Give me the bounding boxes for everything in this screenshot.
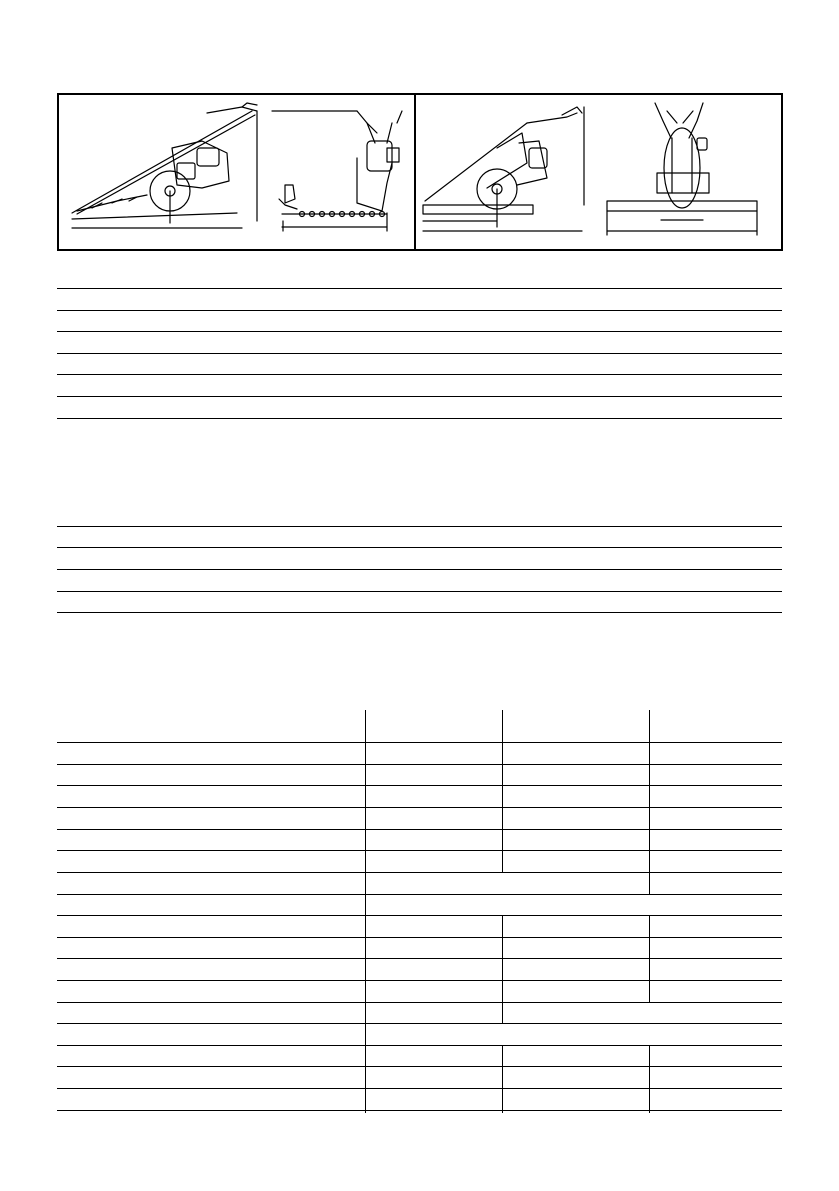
spec-table-column-divider — [649, 710, 650, 894]
sickle-mower-side-view-icon — [72, 103, 257, 228]
spec-table-rule — [57, 807, 782, 808]
table-a-rule — [57, 418, 782, 419]
spec-table-rule — [57, 980, 782, 981]
spec-table-rule — [57, 1023, 782, 1024]
table-a-rule — [57, 331, 782, 332]
spec-table-column-divider — [649, 915, 650, 1003]
spec-table-rule — [57, 958, 782, 959]
table-b-rule — [57, 569, 782, 570]
spec-table-rule — [57, 829, 782, 830]
spec-table-rule — [57, 764, 782, 765]
rotary-mower-front-view-icon — [607, 103, 757, 235]
mower-figure — [57, 93, 783, 251]
spec-table-rule — [57, 1066, 782, 1067]
table-a-rule — [57, 353, 782, 354]
spec-table-rule — [57, 1088, 782, 1089]
rotary-mower-side-view-icon — [423, 107, 584, 231]
spec-table-rule — [57, 742, 782, 743]
spec-table-rule — [57, 915, 782, 916]
spec-table-rule — [57, 1110, 782, 1111]
spec-table-rule — [57, 1045, 782, 1046]
spec-table-column-divider — [649, 1045, 650, 1113]
spec-table-rule — [57, 894, 782, 895]
table-a-rule — [57, 374, 782, 375]
spec-table-rule — [57, 937, 782, 938]
table-a-rule — [57, 396, 782, 397]
table-b-rule — [57, 612, 782, 613]
table-b-rule — [57, 526, 782, 527]
spec-table-column-divider — [365, 710, 366, 1113]
spec-table-rule — [57, 785, 782, 786]
sickle-mower-front-view-icon — [272, 111, 402, 231]
spec-table-column-divider — [502, 710, 503, 873]
table-a-rule — [57, 288, 782, 289]
spec-table-rule — [57, 872, 782, 873]
spec-table-rule — [57, 1002, 782, 1003]
spec-table-column-divider — [502, 915, 503, 1024]
table-a-rule — [57, 310, 782, 311]
table-b-rule — [57, 591, 782, 592]
table-b-rule — [57, 547, 782, 548]
spec-table-rule — [57, 850, 782, 851]
spec-table-column-divider — [502, 1045, 503, 1113]
